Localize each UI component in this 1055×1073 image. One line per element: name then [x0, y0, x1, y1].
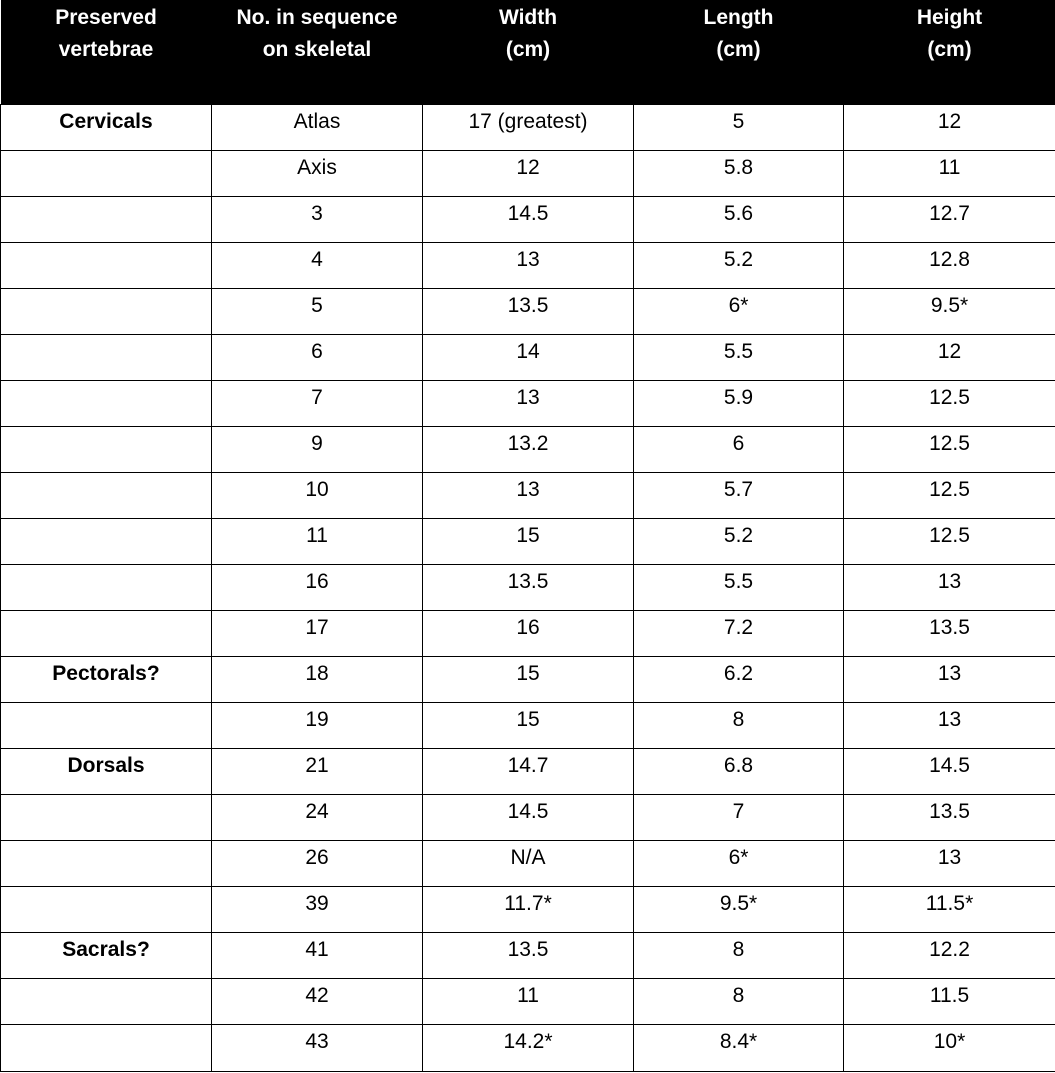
sequence-cell: 39 [212, 886, 423, 932]
table-row [1, 932, 1055, 978]
table-row [1, 288, 1055, 334]
length-cell: 5.8 [634, 150, 844, 196]
header-row [1, 0, 1055, 104]
group-cell [1, 242, 212, 288]
length-cell: 9.5* [634, 886, 844, 932]
sequence-cell: 18 [212, 656, 423, 702]
length-cell: 5.7 [634, 472, 844, 518]
length-cell: 8 [634, 932, 844, 978]
height-cell: 12.2 [844, 932, 1055, 978]
group-cell [1, 334, 212, 380]
width-cell: 14.7 [423, 748, 634, 794]
height-cell: 10* [844, 1024, 1055, 1071]
table-row [1, 748, 1055, 794]
table-row [1, 978, 1055, 1024]
width-cell: 14.2* [423, 1024, 634, 1071]
height-cell: 13 [844, 564, 1055, 610]
length-cell: 5.5 [634, 564, 844, 610]
width-cell: 14.5 [423, 196, 634, 242]
table-row [1, 104, 1055, 150]
group-cell [1, 564, 212, 610]
width-cell: 17 (greatest) [423, 104, 634, 150]
height-cell: 12 [844, 334, 1055, 380]
sequence-cell: 17 [212, 610, 423, 656]
width-cell: 13.2 [423, 426, 634, 472]
sequence-cell: 11 [212, 518, 423, 564]
table-row [1, 656, 1055, 702]
sequence-cell: 3 [212, 196, 423, 242]
width-cell: 15 [423, 702, 634, 748]
height-cell: 14.5 [844, 748, 1055, 794]
length-cell: 6* [634, 288, 844, 334]
group-cell [1, 840, 212, 886]
group-cell [1, 288, 212, 334]
table-row [1, 150, 1055, 196]
sequence-cell: 9 [212, 426, 423, 472]
width-cell: 13.5 [423, 564, 634, 610]
header-width: Width (cm) [423, 0, 634, 104]
sequence-cell: 10 [212, 472, 423, 518]
height-cell: 13 [844, 656, 1055, 702]
length-cell: 7 [634, 794, 844, 840]
table-row [1, 380, 1055, 426]
group-cell [1, 426, 212, 472]
sequence-cell: 6 [212, 334, 423, 380]
height-cell: 13 [844, 840, 1055, 886]
sequence-cell: 43 [212, 1024, 423, 1071]
group-cell: Cervicals [1, 104, 212, 150]
table-row [1, 518, 1055, 564]
width-cell: 13 [423, 380, 634, 426]
table-row [1, 196, 1055, 242]
height-cell: 13.5 [844, 610, 1055, 656]
height-cell: 11.5* [844, 886, 1055, 932]
table-row [1, 472, 1055, 518]
height-cell: 13.5 [844, 794, 1055, 840]
group-cell [1, 978, 212, 1024]
length-cell: 7.2 [634, 610, 844, 656]
group-cell [1, 472, 212, 518]
sequence-cell: 16 [212, 564, 423, 610]
table-body [1, 104, 1055, 1071]
group-cell [1, 518, 212, 564]
height-cell: 12.5 [844, 426, 1055, 472]
sequence-cell: 41 [212, 932, 423, 978]
width-cell: 14.5 [423, 794, 634, 840]
group-cell: Dorsals [1, 748, 212, 794]
length-cell: 5.2 [634, 518, 844, 564]
header-length: Length (cm) [634, 0, 844, 104]
height-cell: 13 [844, 702, 1055, 748]
length-cell: 6* [634, 840, 844, 886]
sequence-cell: 24 [212, 794, 423, 840]
length-cell: 5 [634, 104, 844, 150]
table-row [1, 426, 1055, 472]
width-cell: 14 [423, 334, 634, 380]
width-cell: 13 [423, 472, 634, 518]
height-cell: 11.5 [844, 978, 1055, 1024]
table-row [1, 794, 1055, 840]
width-cell: 11 [423, 978, 634, 1024]
width-cell: 13 [423, 242, 634, 288]
table-row [1, 334, 1055, 380]
group-cell: Sacrals? [1, 932, 212, 978]
sequence-cell: Axis [212, 150, 423, 196]
length-cell: 6.2 [634, 656, 844, 702]
sequence-cell: 42 [212, 978, 423, 1024]
table-row [1, 702, 1055, 748]
width-cell: N/A [423, 840, 634, 886]
sequence-cell: 5 [212, 288, 423, 334]
width-cell: 13.5 [423, 288, 634, 334]
width-cell: 13.5 [423, 932, 634, 978]
sequence-cell: Atlas [212, 104, 423, 150]
length-cell: 8.4* [634, 1024, 844, 1071]
table-row [1, 610, 1055, 656]
header-preserved-vertebrae: Preserved vertebrae [1, 0, 212, 104]
sequence-cell: 21 [212, 748, 423, 794]
group-cell [1, 196, 212, 242]
table-row [1, 1024, 1055, 1071]
header-height: Height (cm) [844, 0, 1055, 104]
table-row [1, 564, 1055, 610]
sequence-cell: 7 [212, 380, 423, 426]
group-cell [1, 886, 212, 932]
length-cell: 5.9 [634, 380, 844, 426]
length-cell: 8 [634, 702, 844, 748]
sequence-cell: 4 [212, 242, 423, 288]
length-cell: 8 [634, 978, 844, 1024]
width-cell: 11.7* [423, 886, 634, 932]
group-cell [1, 610, 212, 656]
height-cell: 12.5 [844, 380, 1055, 426]
height-cell: 9.5* [844, 288, 1055, 334]
width-cell: 12 [423, 150, 634, 196]
width-cell: 16 [423, 610, 634, 656]
height-cell: 12.7 [844, 196, 1055, 242]
group-cell [1, 1024, 212, 1071]
height-cell: 12.8 [844, 242, 1055, 288]
width-cell: 15 [423, 518, 634, 564]
width-cell: 15 [423, 656, 634, 702]
sequence-cell: 19 [212, 702, 423, 748]
height-cell: 12.5 [844, 472, 1055, 518]
table-row [1, 840, 1055, 886]
height-cell: 12 [844, 104, 1055, 150]
group-cell: Pectorals? [1, 656, 212, 702]
table-header [1, 0, 1055, 104]
height-cell: 12.5 [844, 518, 1055, 564]
table-row [1, 242, 1055, 288]
length-cell: 5.2 [634, 242, 844, 288]
group-cell [1, 380, 212, 426]
height-cell: 11 [844, 150, 1055, 196]
length-cell: 5.6 [634, 196, 844, 242]
group-cell [1, 794, 212, 840]
header-sequence-number: No. in sequence on skeletal [212, 0, 423, 104]
group-cell [1, 150, 212, 196]
table-row [1, 886, 1055, 932]
length-cell: 6.8 [634, 748, 844, 794]
sequence-cell: 26 [212, 840, 423, 886]
length-cell: 6 [634, 426, 844, 472]
group-cell [1, 702, 212, 748]
length-cell: 5.5 [634, 334, 844, 380]
